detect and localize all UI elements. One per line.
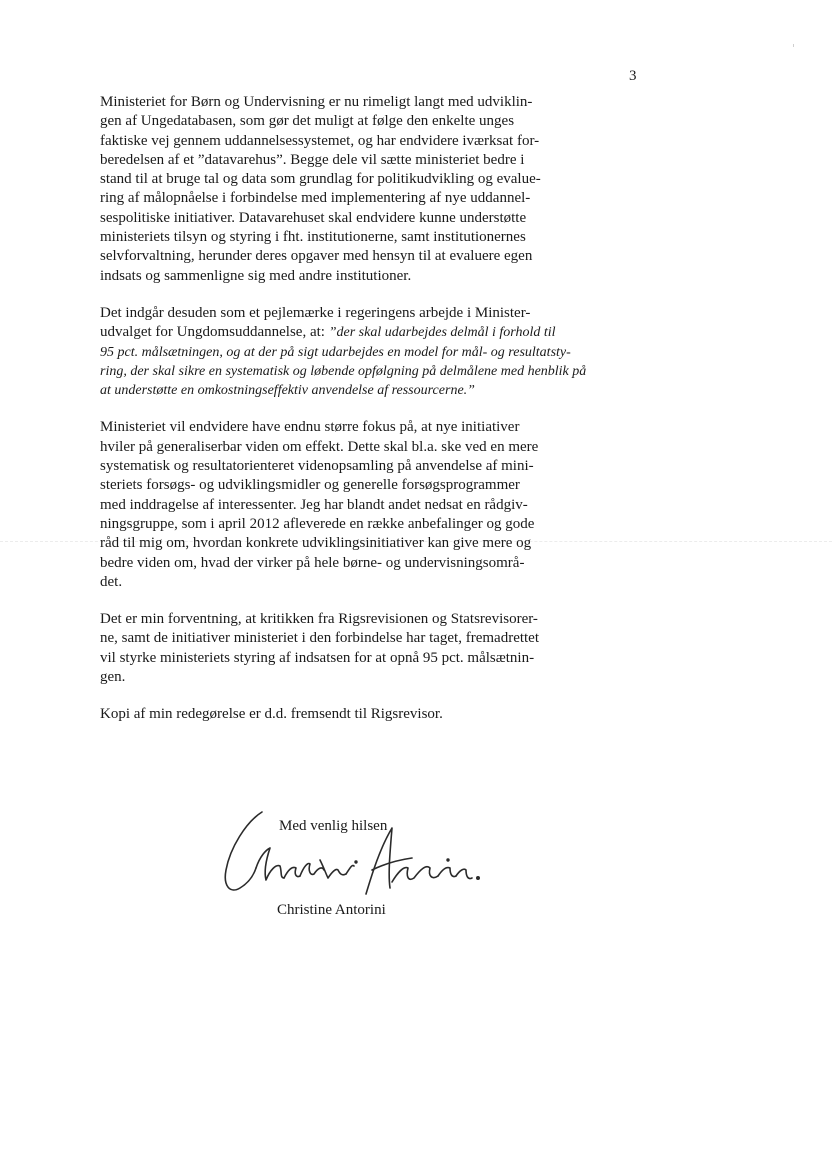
closing-salutation: Med venlig hilsen bbox=[279, 818, 388, 834]
text-line: faktiske vej gennem uddannelsessystemet, og har endvidere iværksat for- bbox=[100, 132, 540, 149]
quote-fragment: ”der skal udarbejdes delmål i forhold til bbox=[328, 325, 556, 341]
text-line: ne, samt de initiativer ministeriet i den forbindelse har taget, fremadrettet bbox=[100, 630, 540, 647]
text-line: Ministeriet for Børn og Undervisning er nu rimeligt langt med udviklin- bbox=[100, 94, 533, 110]
text-line: stand til at bruge tal og data som grundlag for politikudvikling og evalue- bbox=[100, 171, 541, 188]
text-line: ningsgruppe, som i april 2012 afleverede en række anbefalinger og gode bbox=[100, 515, 535, 532]
text-line: vil styrke ministeriets styring af indsatsen for at opnå 95 pct. målsætnin- bbox=[100, 649, 535, 666]
paragraph-kopi bbox=[100, 705, 570, 724]
signer-name: Christine Antorini bbox=[277, 902, 386, 918]
quote-line: ring, der skal sikre en systematisk og løbende opfølgning på delmålene med henblik på bbox=[100, 363, 587, 379]
text-line: Det indgår desuden som et pejlemærke i regeringens arbejde i Minister- bbox=[100, 304, 531, 321]
text-line: systematisk og resultatorienteret videnopsamling på anvendelse af mini- bbox=[100, 458, 534, 475]
text-fragment: udvalget for Ungdomsuddannelse, at: bbox=[100, 324, 329, 341]
quote-line: at understøtte en omkostningseffektiv anvendelse af ressourcerne.” bbox=[100, 383, 475, 399]
text-line: Det er min forventning, at kritikken fra Rigsrevisionen og Statsrevisorer- bbox=[100, 611, 538, 628]
text-line: med inddragelse af interessenter. Jeg har blandt andet nedsat en rådgiv- bbox=[100, 496, 528, 513]
paragraph-fokus-effekt bbox=[100, 418, 570, 592]
scan-speck bbox=[793, 44, 794, 47]
text-line: ministeriets tilsyn og styring i fht. institutionerne, samt institutionernes bbox=[100, 229, 526, 246]
page-number: 3 bbox=[629, 68, 637, 84]
text-line: gen. bbox=[100, 669, 126, 686]
text-line: ring af målopnåelse i forbindelse med implementering af nye uddannel- bbox=[100, 190, 531, 207]
text-line: Ministeriet vil endvidere have endnu større fokus på, at nye initiativer bbox=[100, 419, 520, 436]
text-line: gen af Ungedatabasen, som gør det muligt at følge den enkelte unges bbox=[100, 113, 515, 130]
text-line: indsats og sammenligne sig med andre institutioner. bbox=[100, 267, 412, 284]
text-line: beredelsen af et ”datavarehus”. Begge dele vil sætte ministeriet bedre i bbox=[100, 151, 525, 168]
text-line: det. bbox=[100, 573, 123, 590]
text-line-mixed bbox=[100, 323, 570, 342]
text-line: bedre viden om, hvad der virker på hele børne- og undervisningsområ- bbox=[100, 554, 525, 571]
text-line: sespolitiske initiativer. Datavarehuset skal endvidere kunne understøtte bbox=[100, 209, 527, 226]
paragraph-pejlemaerke bbox=[100, 304, 587, 400]
text-line: Kopi af min redegørelse er d.d. fremsendt til Rigsrevisor. bbox=[100, 706, 443, 723]
paragraph-forventning bbox=[100, 610, 570, 687]
text-line: hviler på generaliserbar viden om effekt. Dette skal bl.a. ske ved en mere bbox=[100, 438, 539, 455]
letter-body bbox=[100, 93, 587, 743]
quote-line: 95 pct. målsætningen, og at der på sigt udarbejdes en model for mål- og resultatsty- bbox=[100, 344, 571, 360]
handwritten-signature bbox=[216, 808, 494, 900]
paragraph-ungedatabase bbox=[100, 93, 570, 286]
text-line: råd til mig om, hvordan konkrete udviklingsinitiativer kan give mere og bbox=[100, 535, 532, 552]
text-line: steriets forsøgs- og udviklingsmidler og generelle forsøgsprogrammer bbox=[100, 477, 520, 494]
text-line: selvforvaltning, herunder deres opgaver med hensyn til at evaluere egen bbox=[100, 248, 533, 265]
